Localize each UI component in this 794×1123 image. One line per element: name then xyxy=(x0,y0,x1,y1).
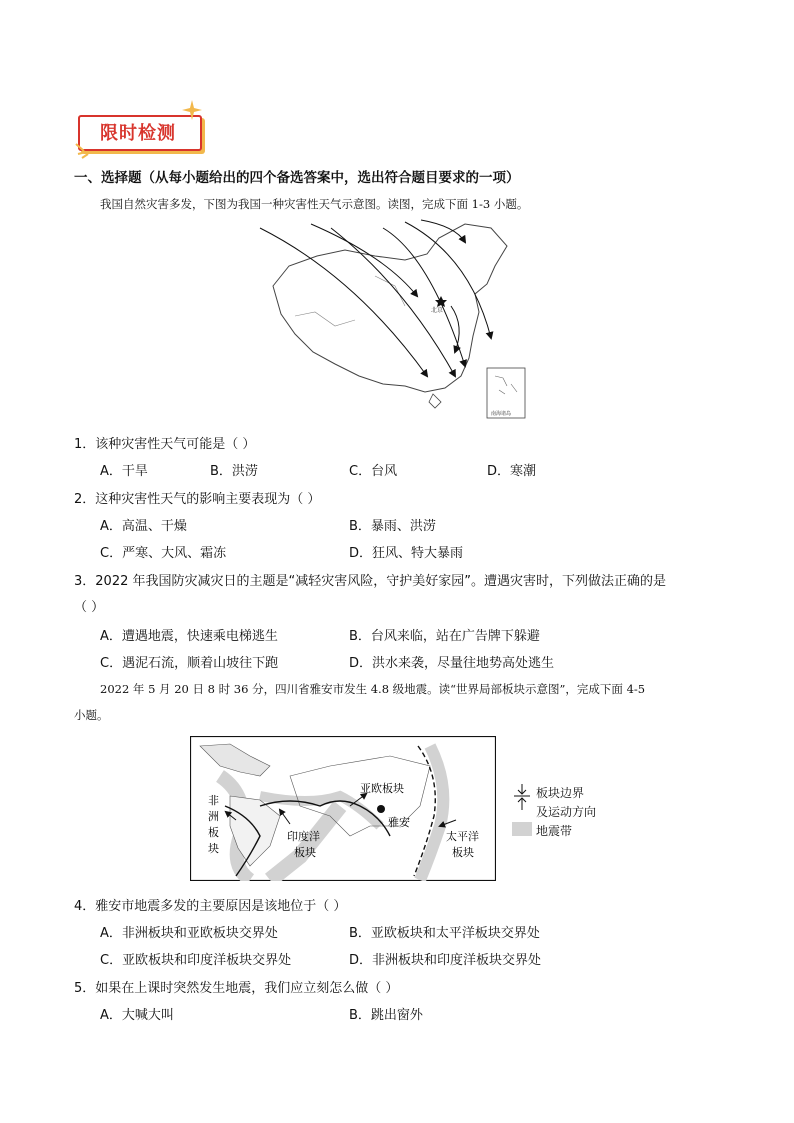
star-icon xyxy=(180,98,204,122)
legend-icons xyxy=(512,782,532,838)
intro-text-2-cont: 小题。 xyxy=(74,708,109,722)
question-2-option-d[interactable]: D．狂风、特大暴雨 xyxy=(349,546,464,561)
yaan-dot xyxy=(377,805,385,813)
question-4-option-d[interactable]: D．非洲板块和印度洋板块交界处 xyxy=(349,953,542,968)
legend-boundary-1: 板块边界 xyxy=(536,786,585,800)
label-indian-1: 印度洋 xyxy=(287,830,320,843)
question-2-option-c[interactable]: C．严寒、大风、霜冻 xyxy=(100,546,227,561)
question-1-option-b[interactable]: B．洪涝 xyxy=(210,464,258,479)
banner-title: 限时检测 xyxy=(100,123,176,144)
legend-seismic: 地震带 xyxy=(536,824,573,838)
question-1-option-c[interactable]: C．台风 xyxy=(349,464,398,479)
question-4-option-a[interactable]: A．非洲板块和亚欧板块交界处 xyxy=(100,926,278,941)
label-african-2: 洲 xyxy=(208,810,219,823)
question-1-stem: 1．该种灾害性天气可能是（ ） xyxy=(74,437,256,452)
question-3-stem: 3．2022 年我国防灾减灾日的主题是“减轻灾害风险，守护美好家园”。遭遇灾害时，下列做法正确的是 xyxy=(74,574,666,589)
label-pacific-2: 板块 xyxy=(452,846,474,859)
label-african-1: 非 xyxy=(208,794,219,807)
question-1-option-d[interactable]: D．寒潮 xyxy=(487,464,537,479)
question-2-stem: 2．这种灾害性天气的影响主要表现为（ ） xyxy=(74,492,321,507)
question-5-option-b[interactable]: B．跳出窗外 xyxy=(349,1008,423,1023)
question-3-option-c[interactable]: C．遇泥石流，顺着山坡往下跑 xyxy=(100,656,279,671)
china-weather-map xyxy=(255,216,535,424)
question-5-stem: 5．如果在上课时突然发生地震，我们应立刻怎么做（ ） xyxy=(74,981,399,996)
label-african-3: 板 xyxy=(208,826,219,839)
intro-text-1: 我国自然灾害多发，下图为我国一种灾害性天气示意图。读图，完成下面 1-3 小题。 xyxy=(100,197,529,211)
question-3-option-a[interactable]: A．遭遇地震，快速乘电梯逃生 xyxy=(100,629,278,644)
label-pacific-1: 太平洋 xyxy=(446,830,479,843)
label-indian-2: 板块 xyxy=(294,846,316,859)
label-yaan: 雅安 xyxy=(388,816,410,829)
question-3-option-d[interactable]: D．洪水来袭，尽量往地势高处逃生 xyxy=(349,656,555,671)
question-4-stem: 4．雅安市地震多发的主要原因是该地位于（ ） xyxy=(74,899,347,914)
question-4-option-c[interactable]: C．亚欧板块和印度洋板块交界处 xyxy=(100,953,292,968)
intro-text-2: 2022 年 5 月 20 日 8 时 36 分，四川省雅安市发生 4.8 级地震。读“世界局部板块示意图”，完成下面 4-5 xyxy=(100,682,646,696)
city-label: 北京 xyxy=(431,307,444,314)
china-outline xyxy=(273,224,507,392)
question-5-option-a[interactable]: A．大喊大叫 xyxy=(100,1008,174,1023)
plate-map xyxy=(190,736,496,881)
legend-boundary-2: 及运动方向 xyxy=(536,805,597,819)
question-3-option-b[interactable]: B．台风来临，站在广告牌下躲避 xyxy=(349,629,540,644)
question-2-option-b[interactable]: B．暴雨、洪涝 xyxy=(349,519,436,534)
label-eurasian: 亚欧板块 xyxy=(360,782,404,795)
sparkle-icon xyxy=(74,142,96,160)
question-3-stem-cont: （ ） xyxy=(74,600,105,615)
inset-label: 南海诸岛 xyxy=(491,411,512,417)
section-heading: 一、选择题（从每小题给出的四个备选答案中，选出符合题目要求的一项） xyxy=(74,170,520,186)
label-african-4: 块 xyxy=(208,842,219,855)
question-2-option-a[interactable]: A．高温、干燥 xyxy=(100,519,187,534)
question-1-option-a[interactable]: A．干旱 xyxy=(100,464,148,479)
capital-star-icon xyxy=(435,296,447,307)
question-4-option-b[interactable]: B．亚欧板块和太平洋板块交界处 xyxy=(349,926,540,941)
